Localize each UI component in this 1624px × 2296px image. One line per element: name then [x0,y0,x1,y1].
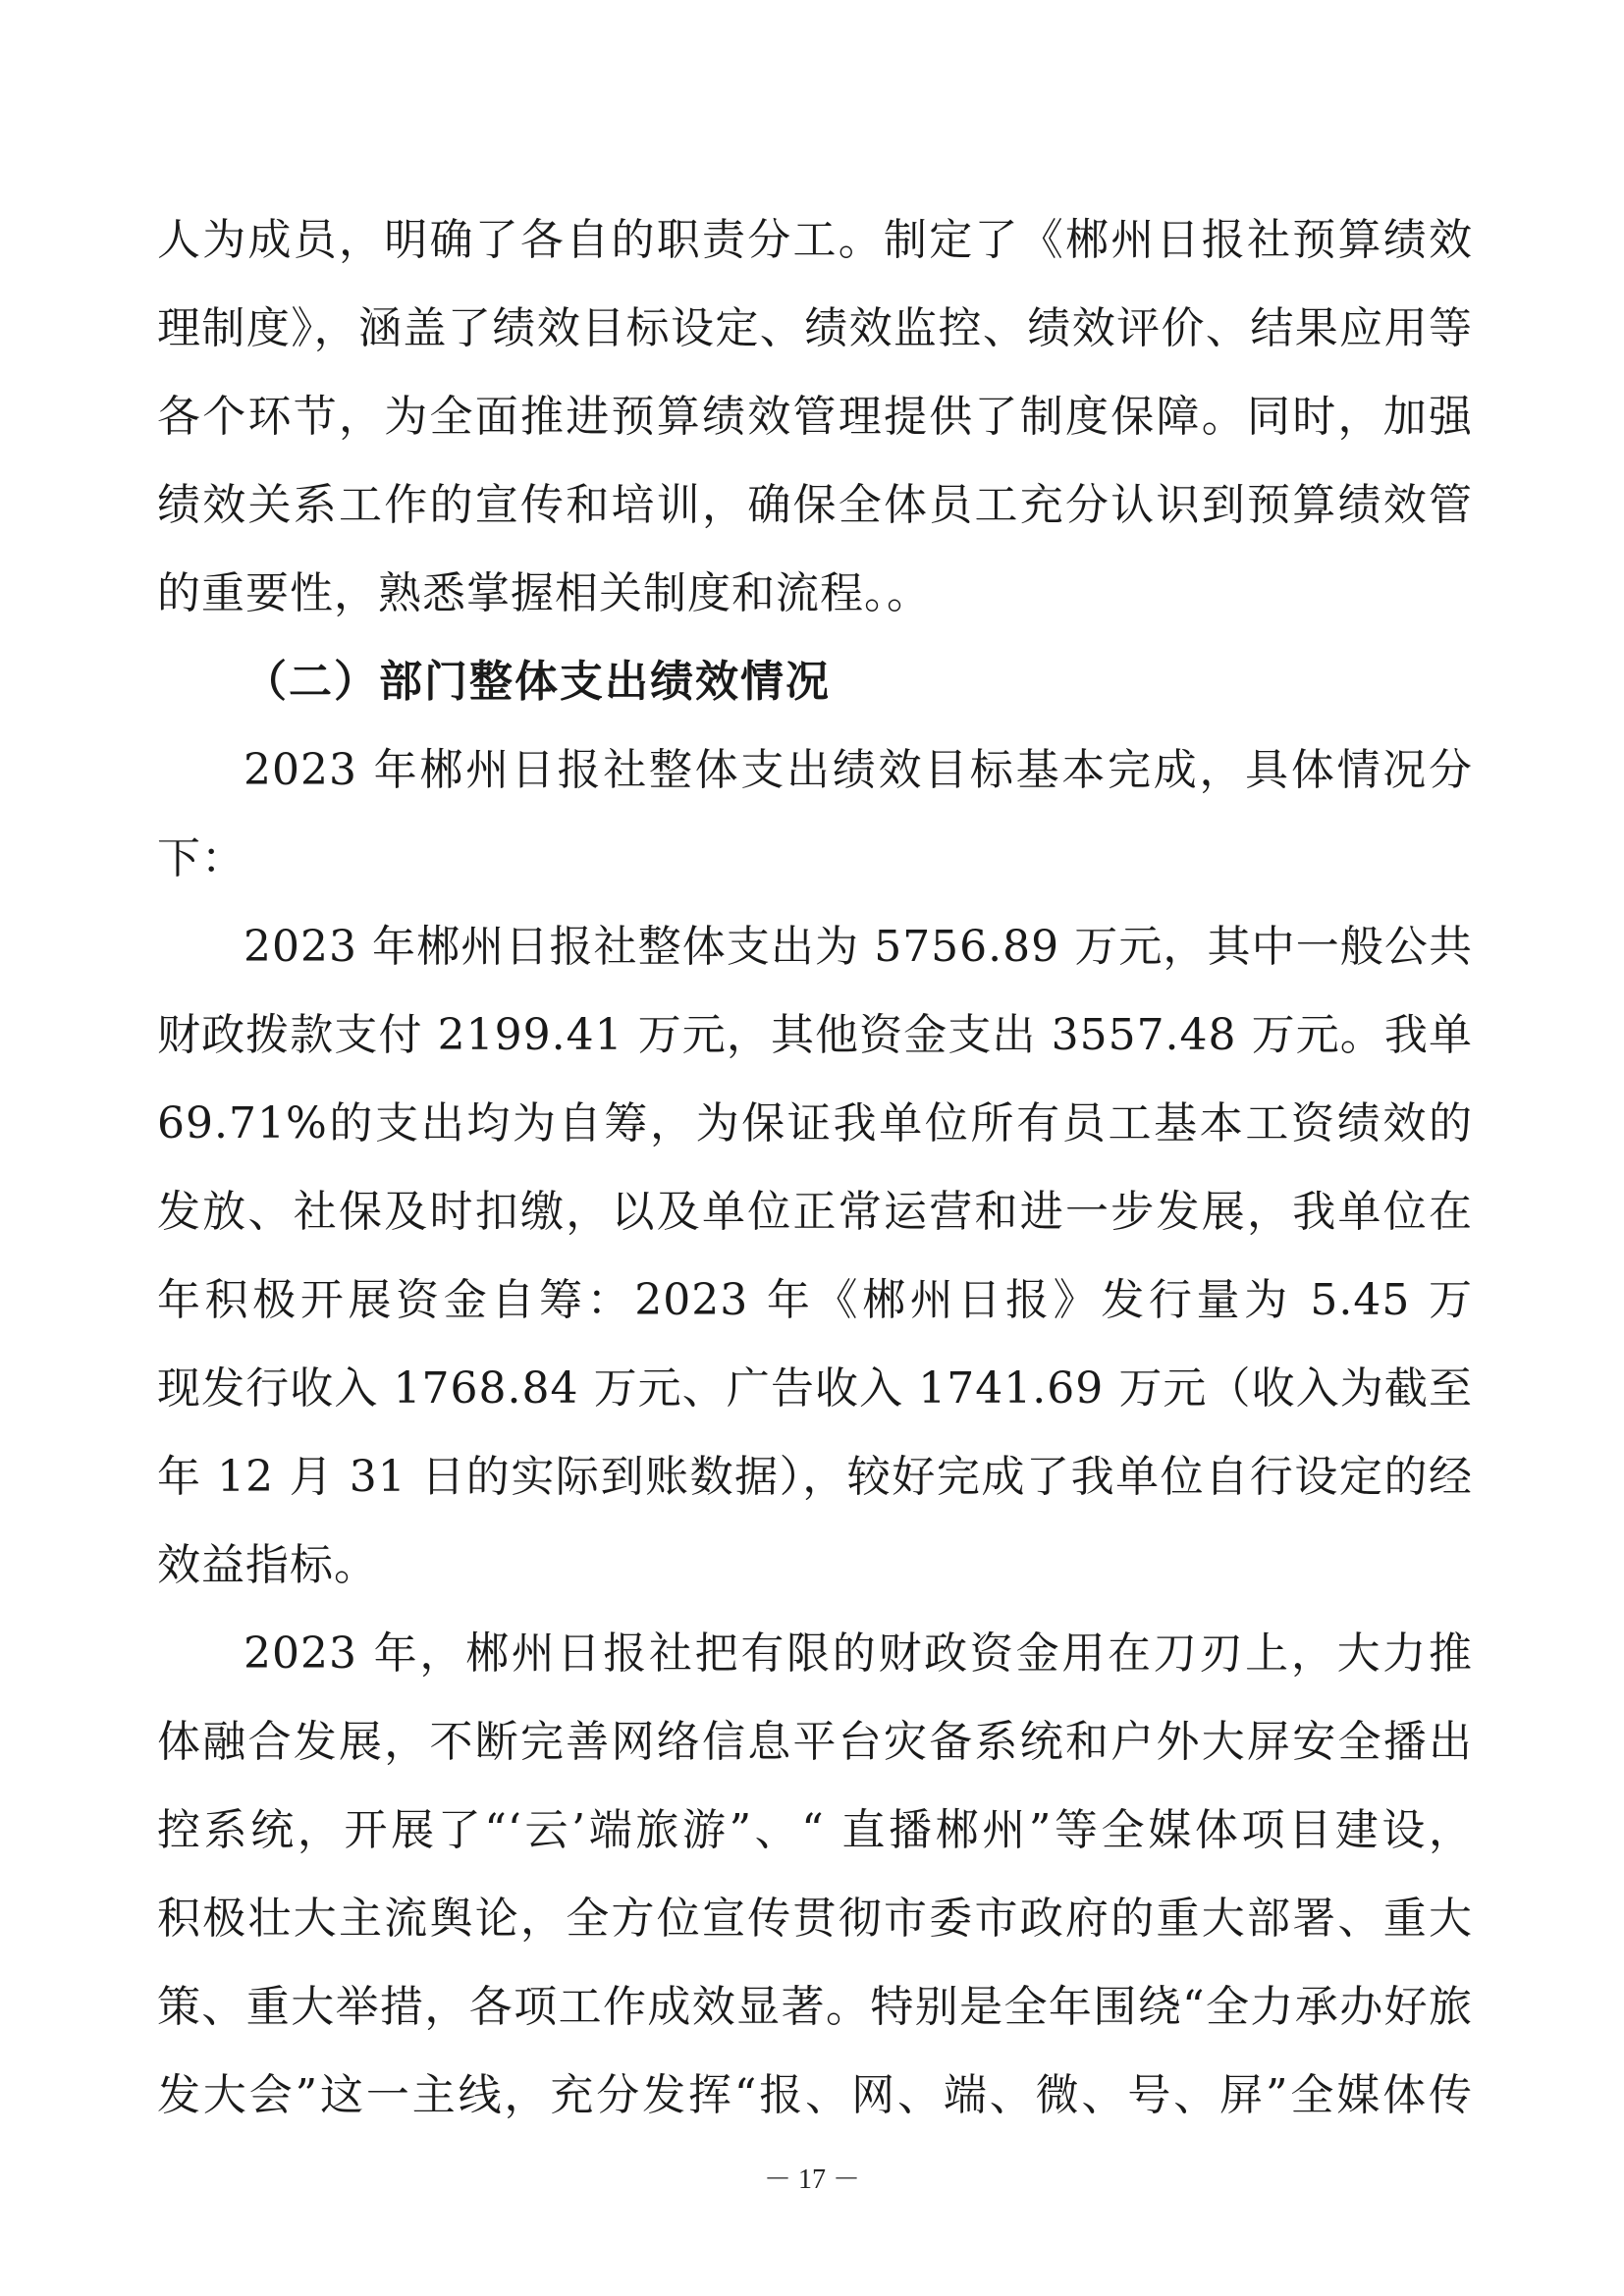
paragraph-line: 69.71%的支出均为自筹，为保证我单位所有员工基本工资绩效的 [157,1098,1473,1148]
paragraph-line: 绩效关系工作的宣传和培训，确保全体员工充分认识到预算绩效管 [157,480,1473,530]
paragraph-line: 年 12 月 31 日的实际到账数据），较好完成了我单位自行设定的经 [157,1452,1473,1502]
paragraph-line: 财政拨款支付 2199.41 万元，其他资金支出 3557.48 万元。我单 [157,1010,1473,1060]
paragraph-line: 体融合发展，不断完善网络信息平台灾备系统和户外大屏安全播出 [157,1717,1473,1767]
paragraph-line: 策、重大举措，各项工作成效显著。特别是全年围绕“全力承办好旅 [157,1982,1473,2032]
paragraph-line: 积极壮大主流舆论，全方位宣传贯彻市委市政府的重大部署、重大 [157,1894,1473,1944]
paragraph-line: 的重要性，熟悉掌握相关制度和流程。。 [157,568,931,618]
paragraph-line: 2023 年郴州日报社整体支出为 5756.89 万元，其中一般公共 [244,922,1473,972]
paragraph-line: 人为成员，明确了各自的职责分工。制定了《郴州日报社预算绩效 [157,215,1473,265]
section-heading: （二）部门整体支出绩效情况 [244,657,831,707]
paragraph-line: 效益指标。 [157,1540,378,1590]
page-number: － 17 － [763,2164,860,2195]
paragraph-line: 发放、社保及时扣缴，以及单位正常运营和进一步发展，我单位在 [157,1187,1473,1237]
paragraph-line: 年积极开展资金自筹：2023 年《郴州日报》发行量为 5.45 万 [157,1275,1473,1325]
paragraph-line: 各个环节，为全面推进预算绩效管理提供了制度保障。同时，加强 [157,392,1473,442]
paragraph-line: 2023 年，郴州日报社把有限的财政资金用在刀刃上，大力推 [244,1629,1473,1679]
paragraph-line: 下： [157,833,245,883]
paragraph-line: 现发行收入 1768.84 万元、广告收入 1741.69 万元（收入为截至 [157,1363,1473,1414]
paragraph-line: 控系统，开展了“‘云’端旅游”、“ 直播郴州”等全媒体项目建设， [157,1805,1473,1855]
paragraph-line: 2023 年郴州日报社整体支出绩效目标基本完成，具体情况分 [244,745,1473,795]
paragraph-line: 发大会”这一主线，充分发挥“报、网、端、微、号、屏”全媒体传 [157,2070,1473,2120]
paragraph-line: 理制度》，涵盖了绩效目标设定、绩效监控、绩效评价、结果应用等 [157,303,1473,353]
